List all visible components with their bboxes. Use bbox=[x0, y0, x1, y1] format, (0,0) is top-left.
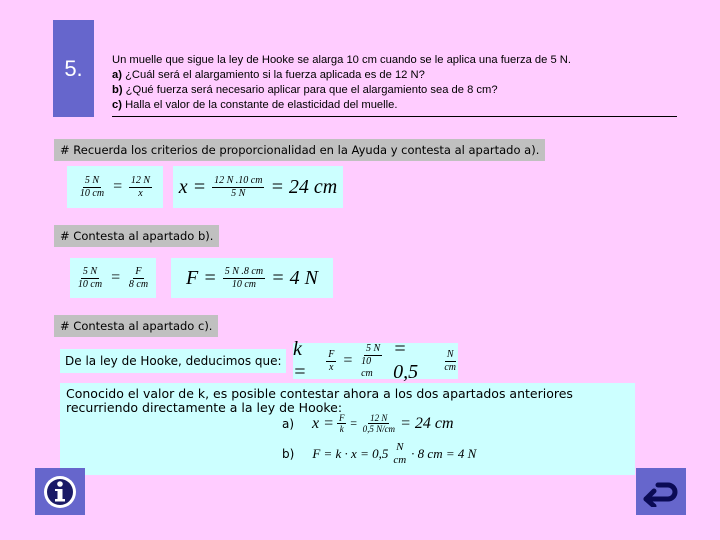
conclusion-a-equation: x = $\frac{F}{k}$ = $\frac{12 N}{0,5 N/cm}$ = 24 cm bbox=[312, 413, 454, 434]
conclusion-text: Conocido el valor de k, es posible contestar ahora a los dos apartados anteriores recurriendo directamente a la ley de Hooke: bbox=[66, 386, 573, 415]
statement-intro: Un muelle que sigue la ley de Hooke se alarga 10 cm cuando se le aplica una fuerza de 5 N. bbox=[112, 54, 571, 66]
return-arrow-icon bbox=[642, 477, 680, 507]
hint-b: # Contesta al apartado b). bbox=[54, 225, 219, 247]
hint-c: # Contesta al apartado c). bbox=[54, 315, 218, 337]
equation-a-proportion: $\frac{5 N}{10 cm}$ = $\frac{12 N}{x}$ bbox=[67, 166, 163, 208]
equation-c-result: k = $\frac{F}{x}$ = $\frac{5 N}{10 cm}$ = 0,5 $\frac{N}{cm}$ bbox=[293, 338, 456, 383]
conclusion-a bbox=[282, 413, 454, 434]
statement-a: a) ¿Cuál será el alargamiento si la fuerza aplicada es de 12 N? bbox=[112, 69, 425, 81]
info-icon bbox=[42, 474, 78, 510]
conclusion-a-label: a) bbox=[282, 416, 295, 431]
hint-a: # Recuerda los criterios de proporcionalidad en la Ayuda y contesta al apartado a). bbox=[54, 139, 545, 161]
hooke-label: De la ley de Hooke, deducimos que: bbox=[60, 349, 286, 373]
conclusion-b-label: b) bbox=[282, 447, 295, 461]
statement-b: b) ¿Qué fuerza será necesario aplicar para que el alargamiento sea de 8 cm? bbox=[112, 84, 498, 96]
info-button[interactable] bbox=[35, 468, 85, 515]
back-button[interactable] bbox=[636, 468, 686, 515]
exercise-statement bbox=[112, 53, 682, 113]
conclusion-b-equation: F = k · x = 0,5 N cm · 8 cm = 4 N bbox=[312, 441, 477, 466]
divider bbox=[112, 116, 677, 117]
equation-b-result: F = $\frac{5 N .8 cm}{10 cm}$ = 4 N bbox=[171, 258, 333, 298]
conclusion-box bbox=[60, 383, 635, 475]
statement-c: c) Halla el valor de la constante de elasticidad del muelle. bbox=[112, 99, 398, 111]
equation-a-result: x = $\frac{12 N .10 cm}{5 N}$ = 24 cm bbox=[173, 166, 343, 208]
exercise-number-box bbox=[53, 20, 94, 117]
equation-b-proportion: $\frac{5 N}{10 cm}$ = $\frac{F}{8 cm}$ bbox=[70, 258, 156, 298]
exercise-number: 5. bbox=[64, 55, 83, 81]
conclusion-b bbox=[282, 441, 476, 467]
